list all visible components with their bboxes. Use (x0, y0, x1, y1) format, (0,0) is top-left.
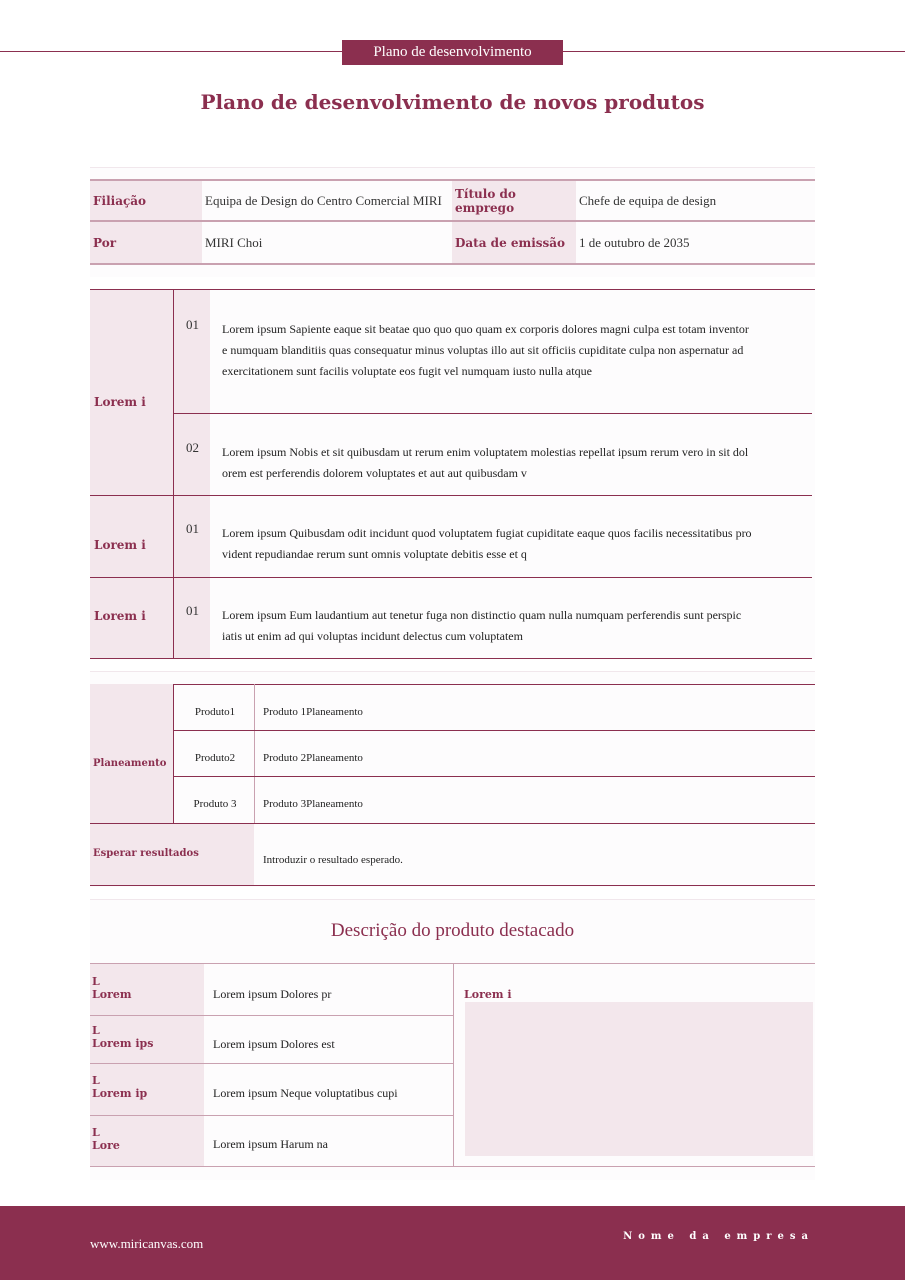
job-title-label: Título do emprego (452, 181, 576, 220)
product-name: Produto 3 (193, 798, 237, 810)
page-title: Plano de desenvolvimento de novos produtos (200, 90, 705, 114)
feature-label: L Lore (90, 1116, 204, 1166)
divider (90, 885, 815, 886)
info-row (90, 179, 815, 222)
footer (0, 1206, 905, 1280)
affiliation-value: Equipa de Design do Centro Comercial MIRI (205, 192, 442, 208)
product-plan: Produto 1Planeamento (263, 706, 363, 718)
product-description (90, 899, 815, 1180)
group-label: Lorem i (90, 290, 174, 495)
entry-number: 01 (186, 521, 199, 536)
info-row (90, 222, 815, 265)
divider (90, 658, 812, 659)
divider (90, 1166, 815, 1167)
entry-text: Lorem ipsum Quibusdam odit incidunt quod voluptatem fugiat cupiditate eaque quos facilis necessitatibus pro vident repudiandae rerum sunt omnis voluptate debitis esse et q (222, 526, 752, 561)
expected-results-label: Esperar resultados (90, 824, 254, 885)
header-tag: Plano de desenvolvimento (342, 40, 563, 65)
planning-table (90, 671, 815, 887)
entry-number: 01 (186, 317, 199, 332)
divider (174, 413, 812, 414)
issue-date-label: Data de emissão (452, 222, 576, 263)
by-value: MIRI Choi (205, 234, 263, 250)
product-name: Produto1 (194, 706, 236, 718)
divider (174, 730, 815, 731)
image-placeholder (465, 1002, 813, 1156)
entry-number: 02 (186, 440, 199, 455)
feature-label: L Lorem ips (90, 1016, 204, 1063)
entry-text: Lorem ipsum Sapiente eaque sit beatae quo quo quo quam ex corporis dolores magni culpa est totam inventor e numquam blanditiis quas consequatur minus voluptas illo aut sit officiis cupiditate culpa non aspernatur ad exercitationem sunt facilis voluptate eos fugit vel numquam iusto nulla atque (222, 322, 749, 378)
feature-value: Lorem ipsum Neque voluptatibus cupi (213, 1086, 398, 1100)
expected-results-value: Introduzir o resultado esperado. (263, 854, 403, 866)
product-name: Produto2 (194, 752, 236, 764)
column-divider (453, 963, 454, 1167)
issue-date-value: 1 de outubro de 2035 (579, 234, 690, 250)
group-label: Lorem i (90, 496, 174, 577)
entry-text: Lorem ipsum Eum laudantium aut tenetur fuga non distinctio quam nulla numquam perferendis sunt perspic iatis ut enim ad qui voluptas incidunt delectus cum voluptatem (222, 608, 742, 643)
feature-value: Lorem ipsum Harum na (213, 1137, 328, 1151)
section-title: Descrição do produto destacado (330, 920, 575, 941)
group-label: Lorem i (90, 578, 174, 658)
entry-text: Lorem ipsum Nobis et sit quibusdam ut rerum enim voluptatem molestias repellat ipsum rerum vero in sit dol orem est perferendis dolorem voluptates et aut aut quibusdam v (222, 445, 749, 480)
info-table (90, 167, 815, 277)
affiliation-label: Filiação (90, 181, 202, 220)
image-label: Lorem i (464, 988, 512, 1001)
feature-label: L Lorem ip (90, 1064, 204, 1115)
feature-label: L Lorem (90, 964, 204, 1015)
job-title-value: Chefe de equipa de design (579, 192, 717, 208)
feature-value: Lorem ipsum Dolores est (213, 1037, 335, 1051)
company-name: Nome da empresa (623, 1231, 814, 1242)
product-plan: Produto 3Planeamento (263, 798, 363, 810)
entry-number: 01 (186, 603, 199, 618)
website-link[interactable]: www.miricanvas.com (90, 1236, 204, 1251)
planning-label: Planeamento (90, 684, 174, 823)
items-table (90, 289, 815, 659)
divider (174, 776, 815, 777)
product-plan: Produto 2Planeamento (263, 752, 363, 764)
divider (90, 684, 815, 685)
by-label: Por (90, 222, 202, 263)
feature-value: Lorem ipsum Dolores pr (213, 987, 332, 1001)
